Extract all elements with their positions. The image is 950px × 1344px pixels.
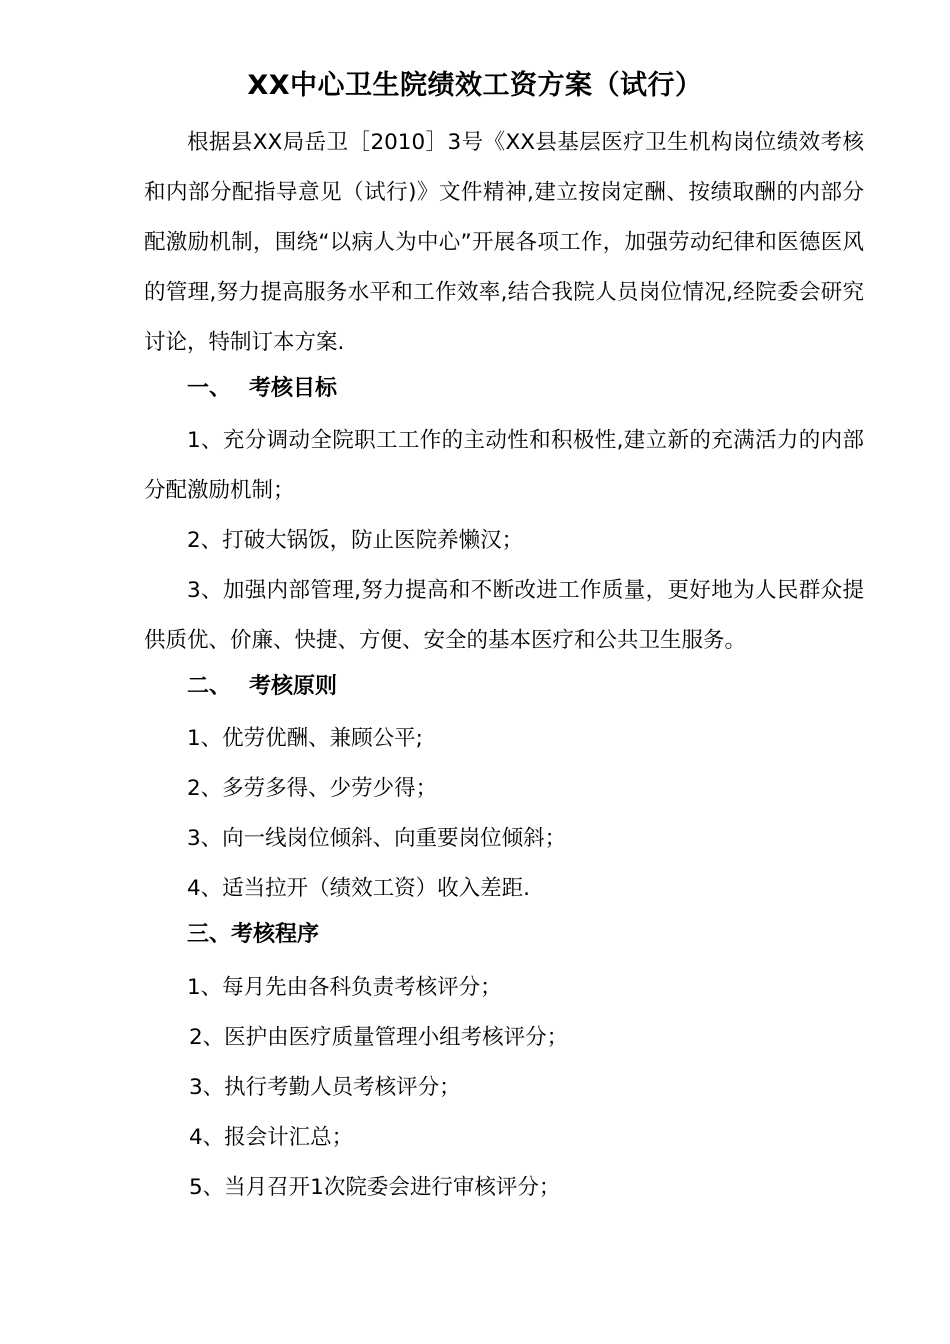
- section-number-1: 一、: [187, 376, 232, 401]
- section-2-item-2: 2、多劳多得、少劳少得；: [187, 776, 438, 801]
- section-2-item-1: 1、优劳优酬、兼顾公平;: [187, 726, 423, 751]
- section-title-1: 考核目标: [249, 376, 338, 401]
- section-number-3: 三、: [187, 922, 232, 947]
- section-3-item-5: 5、当月召开1次院委会进行审核评分；: [189, 1175, 561, 1200]
- section-3-item-3: 3、执行考勤人员考核评分；: [189, 1075, 461, 1100]
- section-heading-2: [187, 662, 337, 712]
- section-number-2: 二、: [187, 674, 232, 699]
- intro-paragraph: 根据县XX局岳卫［2010］3号《XX县基层医疗卫生机构岗位绩效考核和内部分配指导意见（试行)》文件精神,建立按岗定酬、按绩取酬的内部分配激励机制，围绕“以病人为中心”开展各项工作，加强劳动纪律和医德医风的管理,努力提高服务水平和工作效率,结合我院人员岗位情况,经院委会研究讨论，特制订本方案.: [144, 130, 864, 355]
- section-3-item-1: 1、每月先由各科负责考核评分；: [187, 975, 502, 1000]
- section-1-item-1: 1、充分调动全院职工工作的主动性和积极性,建立新的充满活力的内部分配激励机制；: [144, 428, 864, 503]
- section-2-item-3: 3、向一线岗位倾斜、向重要岗位倾斜；: [187, 826, 567, 851]
- section-heading-1: [187, 364, 337, 414]
- section-title-2: 考核原则: [249, 674, 338, 699]
- section-title-3: 考核程序: [231, 922, 320, 947]
- section-3-item-4: 4、报会计汇总；: [189, 1125, 354, 1150]
- section-3-item-2: 2、医护由医疗质量管理小组考核评分；: [189, 1025, 569, 1050]
- section-1-item-3: 3、加强内部管理,努力提高和不断改进工作质量，更好地为人民群众提供质优、价廉、快捷、方便、安全的基本医疗和公共卫生服务。: [144, 578, 864, 653]
- section-heading-3: [187, 910, 319, 960]
- section-1-item-2: 2、打破大锅饭，防止医院养懒汉；: [187, 528, 524, 553]
- section-2-item-4: 4、适当拉开（绩效工资）收入差距.: [187, 876, 531, 901]
- document-title: XX中心卫生院绩效工资方案（试行）: [247, 70, 703, 101]
